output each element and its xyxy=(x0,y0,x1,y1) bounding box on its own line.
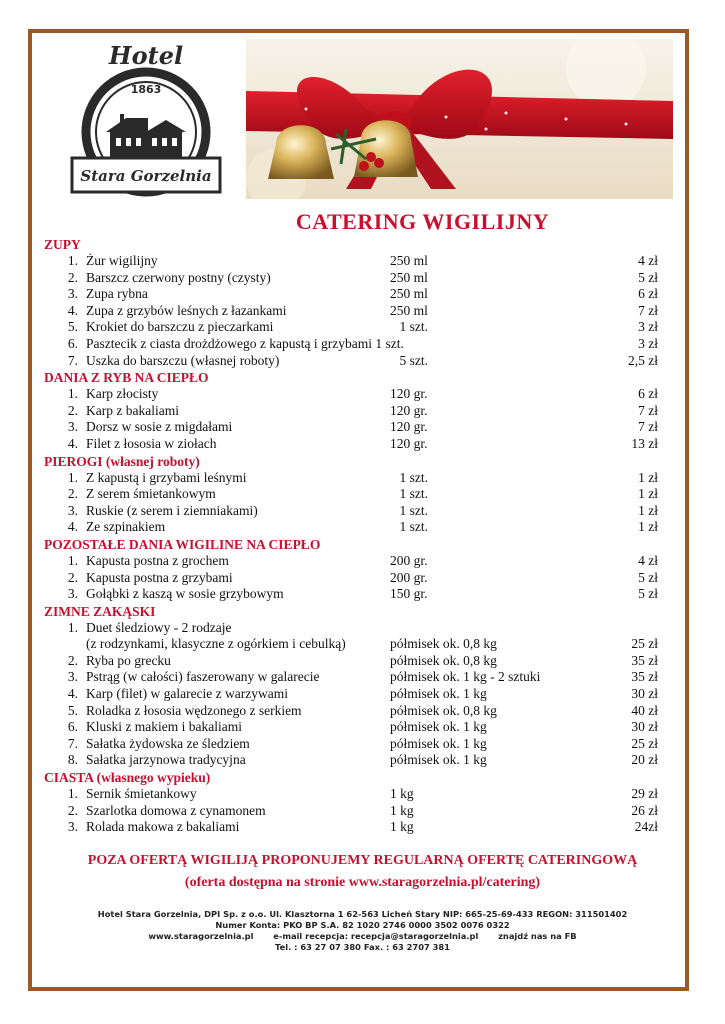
menu-item-quantity: 250 ml xyxy=(390,302,428,318)
footer-company-line: Hotel Stara Gorzelnia, DPI Sp. z o.o. Ul. Klasztorna 1 62-563 Licheń Stary NIP: 665-25-69-433 REGON: 311501402 xyxy=(97,909,628,919)
menu-item xyxy=(44,336,684,353)
menu-item-price: 25 zł xyxy=(631,735,658,751)
menu-item-price: 1 zł xyxy=(638,502,658,518)
menu-item xyxy=(44,669,684,686)
menu-item xyxy=(44,786,684,803)
logo-hotel-text: Hotel xyxy=(108,41,184,70)
page-title-text: CATERING WIGILIJNY xyxy=(295,209,550,234)
menu-item-number: 3. xyxy=(67,669,78,685)
menu-item-name: Duet śledziowy - 2 rodzaje xyxy=(86,619,232,635)
menu-item xyxy=(44,470,684,487)
menu-item-name: Karp (filet) w galarecie z warzywami xyxy=(86,686,289,702)
menu-item-name: Kluski z makiem i bakaliami xyxy=(86,719,242,735)
menu-item-number: 4. xyxy=(67,686,78,702)
footer-facebook: znajdź nas na FB xyxy=(498,931,577,941)
menu-item xyxy=(44,586,684,603)
menu-item-quantity: 1 szt. xyxy=(399,486,428,502)
menu-item-number: 5. xyxy=(67,319,78,335)
menu-item-price: 1 zł xyxy=(638,469,658,485)
menu-item-name: Uszka do barszczu (własnej roboty) xyxy=(86,352,280,368)
menu-item-name: Sernik śmietankowy xyxy=(86,786,197,802)
menu-item-quantity: półmisek ok. 0,8 kg xyxy=(390,702,497,718)
menu-item xyxy=(44,286,684,303)
menu-item xyxy=(44,752,684,769)
menu-item-price: 6 zł xyxy=(638,386,658,402)
menu-item-quantity: 120 gr. xyxy=(390,419,428,435)
menu-item-price: 5 zł xyxy=(638,269,658,285)
offer-line-1: POZA OFERTĄ WIGILIJĄ PROPONUJEMY REGULARNĄ OFERTĘ CATERINGOWĄ xyxy=(87,853,638,868)
menu-item-price: 26 zł xyxy=(631,802,658,818)
section-title: CIASTA (własnego wypieku) xyxy=(44,770,211,786)
menu-item-name: Kapusta postna z grochem xyxy=(86,552,229,568)
menu-item-name: Szarlotka domowa z cynamonem xyxy=(86,802,266,818)
menu-item-quantity: 1 szt. xyxy=(399,319,428,335)
menu-item xyxy=(44,319,684,336)
menu-item xyxy=(44,736,684,753)
menu-item xyxy=(44,419,684,436)
menu-item-number: 1. xyxy=(67,469,78,485)
menu-item xyxy=(44,819,684,836)
menu-item-quantity: 200 gr. xyxy=(390,569,428,585)
menu-item-quantity: 250 ml xyxy=(390,269,428,285)
menu-item-number: 3. xyxy=(67,502,78,518)
menu-item-number: 7. xyxy=(67,735,78,751)
menu-item-number: 2. xyxy=(67,269,78,285)
menu-item xyxy=(44,503,684,520)
menu-item-name: Barszcz czerwony postny (czysty) xyxy=(86,269,271,285)
menu-item-number: 6. xyxy=(67,335,78,351)
menu-item-number: 1. xyxy=(67,552,78,568)
menu-item-name: Ze szpinakiem xyxy=(86,519,166,535)
menu-item-price: 24zł xyxy=(634,819,658,835)
section-title: DANIA Z RYB NA CIEPŁO xyxy=(44,370,209,386)
menu-item-price: 3 zł xyxy=(638,335,658,351)
menu-item-number: 6. xyxy=(67,719,78,735)
offer-line-2: (oferta dostępna na stronie www.staragorzelnia.pl/catering) xyxy=(184,875,541,890)
menu-item-number: 3. xyxy=(67,419,78,435)
menu-item-name: Karp z bakaliami xyxy=(86,402,179,418)
menu-item-quantity: półmisek ok. 0,8 kg xyxy=(390,652,497,668)
section-title: ZUPY xyxy=(44,237,81,252)
menu-item-price: 5 zł xyxy=(638,586,658,602)
menu-item-price: 35 zł xyxy=(631,669,658,685)
menu-item-price: 25 zł xyxy=(631,636,658,652)
menu-item-price: 1 zł xyxy=(638,486,658,502)
menu-item-quantity: półmisek ok. 1 kg xyxy=(390,719,487,735)
menu-item-quantity: 120 gr. xyxy=(390,435,428,451)
menu-item-name: Gołąbki z kaszą w sosie grzybowym xyxy=(86,586,284,602)
logo-name-text: Stara Gorzelnia xyxy=(80,167,212,185)
menu-item-number: 2. xyxy=(67,486,78,502)
menu-item xyxy=(44,719,684,736)
menu-item-number: 5. xyxy=(67,702,78,718)
menu-item-number: 1. xyxy=(67,386,78,402)
menu-item-quantity: 1 szt. xyxy=(399,469,428,485)
section-title: POZOSTAŁE DANIA WIGILINE NA CIEPŁO xyxy=(44,536,321,552)
menu-item xyxy=(44,253,684,270)
menu-item xyxy=(44,403,684,420)
menu-item-price: 20 zł xyxy=(631,752,658,768)
menu-item-quantity: 250 ml xyxy=(390,286,428,302)
menu-item-quantity: 200 gr. xyxy=(390,552,428,568)
menu-item-quantity: 120 gr. xyxy=(390,386,428,402)
menu-item xyxy=(44,636,684,653)
menu-item-number: 4. xyxy=(67,519,78,535)
menu-item-number: 2. xyxy=(67,802,78,818)
menu-content xyxy=(44,236,684,836)
menu-item-price: 30 zł xyxy=(631,686,658,702)
menu-item-number: 3. xyxy=(67,586,78,602)
menu-item-name: (z rodzynkami, klasyczne z ogórkiem i cebulką) xyxy=(86,636,346,652)
menu-item-price: 2,5 zł xyxy=(628,352,658,368)
menu-item-quantity: półmisek ok. 1 kg xyxy=(390,752,487,768)
menu-item xyxy=(44,620,684,637)
menu-item-name: Krokiet do barszczu z pieczarkami xyxy=(86,319,274,335)
menu-item-name: Pstrąg (w całości) faszerowany w galarecie xyxy=(86,669,320,685)
menu-item-quantity: 150 gr. xyxy=(390,586,428,602)
menu-item-name: Z serem śmietankowym xyxy=(86,486,216,502)
section-title: PIEROGI (własnej roboty) xyxy=(44,453,200,469)
menu-item-price: 7 zł xyxy=(638,402,658,418)
menu-item-quantity: 1 szt. xyxy=(399,502,428,518)
menu-item-price: 3 zł xyxy=(638,319,658,335)
menu-item-name: Żur wigilijny xyxy=(86,253,158,268)
menu-item-number: 2. xyxy=(67,402,78,418)
footer-phone-line: Tel. : 63 27 07 380 Fax. : 63 2707 381 xyxy=(275,942,450,952)
menu-item-number: 2. xyxy=(67,652,78,668)
menu-item-name: Sałatka jarzynowa tradycyjna xyxy=(86,752,246,768)
menu-item xyxy=(44,653,684,670)
menu-item-number: 2. xyxy=(67,569,78,585)
menu-item-quantity: 250 ml xyxy=(390,253,428,268)
menu-item-name: Kapusta postna z grzybami xyxy=(86,569,233,585)
menu-item-name: Dorsz w sosie z migdałami xyxy=(86,419,233,435)
logo-year-text: 1863 xyxy=(130,83,162,96)
menu-item-quantity: 1 kg xyxy=(390,802,414,818)
menu-item-quantity: 1 szt. xyxy=(399,519,428,535)
menu-item xyxy=(44,303,684,320)
menu-item-name: Filet z łososia w ziołach xyxy=(86,435,217,451)
menu-item xyxy=(44,519,684,536)
menu-item-price: 13 zł xyxy=(631,435,658,451)
menu-item xyxy=(44,803,684,820)
menu-item-number: 1. xyxy=(67,253,78,268)
menu-item-number: 1. xyxy=(67,786,78,802)
menu-item-quantity: 1 kg xyxy=(390,819,414,835)
menu-item-number: 4. xyxy=(67,435,78,451)
menu-item xyxy=(44,270,684,287)
menu-item-quantity: 1 kg xyxy=(390,786,414,802)
menu-item-price: 6 zł xyxy=(638,286,658,302)
menu-item-quantity: 120 gr. xyxy=(390,402,428,418)
menu-item xyxy=(44,436,684,453)
menu-item-name: Roladka z łososia wędzonego z serkiem xyxy=(86,702,302,718)
menu-item-name: Rolada makowa z bakaliami xyxy=(86,819,240,835)
menu-item-name: Ruskie (z serem i ziemniakami) xyxy=(86,502,258,518)
menu-item-price: 4 zł xyxy=(638,253,658,268)
menu-item xyxy=(44,686,684,703)
menu-item-name: Pasztecik z ciasta drożdżowego z kapustą i grzybami 1 szt. xyxy=(86,335,404,351)
menu-item xyxy=(44,353,684,370)
page-title xyxy=(0,209,725,235)
menu-item-price: 40 zł xyxy=(631,702,658,718)
menu-item-name: Zupa z grzybów leśnych z łazankami xyxy=(86,302,287,318)
menu-item xyxy=(44,386,684,403)
menu-item-price: 29 zł xyxy=(631,786,658,802)
menu-item-number: 1. xyxy=(67,619,78,635)
menu-item-price: 35 zł xyxy=(631,652,658,668)
menu-item-price: 1 zł xyxy=(638,519,658,535)
menu-item-price: 7 zł xyxy=(638,419,658,435)
menu-item xyxy=(44,703,684,720)
menu-item-quantity: 5 szt. xyxy=(399,352,428,368)
menu-item-number: 7. xyxy=(67,352,78,368)
menu-item-name: Ryba po grecku xyxy=(86,652,171,668)
menu-item-number: 4. xyxy=(67,302,78,318)
menu-item-price: 30 zł xyxy=(631,719,658,735)
hotel-logo xyxy=(66,40,226,200)
menu-item-number: 8. xyxy=(67,752,78,768)
section-title: ZIMNE ZAKĄSKI xyxy=(44,603,156,619)
footer-account-line: Numer Konta: PKO BP S.A. 82 1020 2746 0000 3502 0076 0322 xyxy=(215,920,510,930)
footer-email[interactable]: e-mail recepcja: recepcja@staragorzelnia.pl xyxy=(273,931,479,941)
menu-item-name: Z kapustą i grzybami leśnymi xyxy=(86,469,247,485)
menu-item-name: Karp złocisty xyxy=(86,386,159,402)
menu-item-quantity: półmisek ok. 1 kg xyxy=(390,735,487,751)
menu-item-price: 7 zł xyxy=(638,302,658,318)
menu-item-quantity: półmisek ok. 0,8 kg xyxy=(390,636,497,652)
menu-item-quantity: półmisek ok. 1 kg xyxy=(390,686,487,702)
menu-item xyxy=(44,486,684,503)
menu-item-number: 3. xyxy=(67,819,78,835)
menu-item xyxy=(44,553,684,570)
menu-item-quantity: półmisek ok. 1 kg - 2 sztuki xyxy=(390,669,541,685)
menu-item xyxy=(44,570,684,587)
menu-item-price: 5 zł xyxy=(638,569,658,585)
menu-item-number: 3. xyxy=(67,286,78,302)
footer-website-link[interactable]: www.staragorzelnia.pl xyxy=(148,931,254,941)
menu-item-name: Sałatka żydowska ze śledziem xyxy=(86,735,250,751)
menu-item-price: 4 zł xyxy=(638,552,658,568)
footer-contact-line xyxy=(0,931,725,941)
menu-item-name: Zupa rybna xyxy=(86,286,148,302)
christmas-banner-image xyxy=(246,39,673,199)
